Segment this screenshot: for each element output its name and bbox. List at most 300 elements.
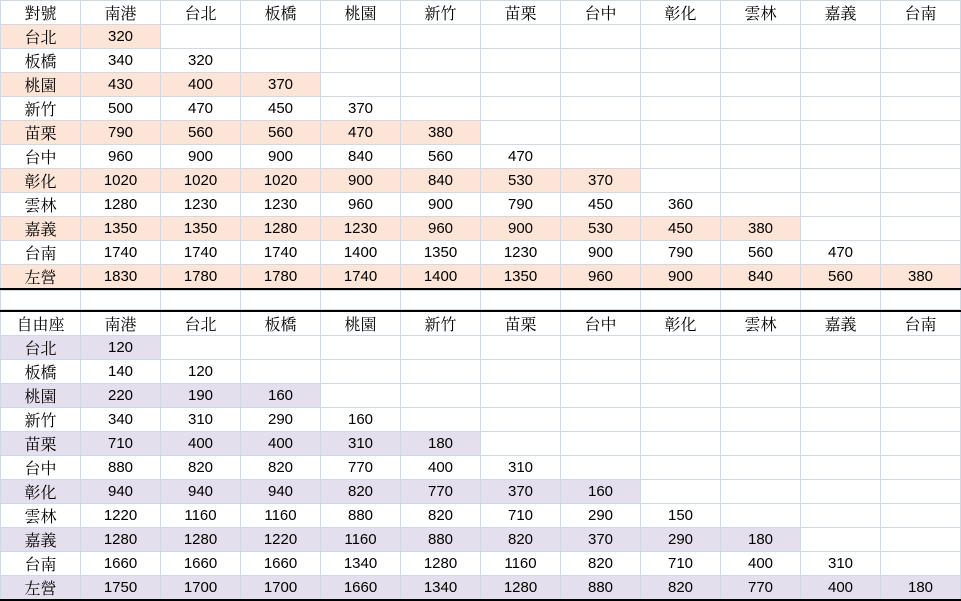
row-header: 新竹: [1, 408, 81, 432]
column-header: 新竹: [401, 1, 481, 25]
empty-cell: [721, 49, 801, 73]
empty-cell: [801, 504, 881, 528]
fare-row: [1, 265, 961, 290]
fare-cell: 1280: [81, 193, 161, 217]
fare-cell: 960: [561, 265, 641, 290]
fare-cell: 190: [161, 384, 241, 408]
fare-cell: 880: [561, 576, 641, 601]
header-row: [1, 311, 961, 336]
fare-row: [1, 169, 961, 193]
empty-cell: [721, 25, 801, 49]
fare-row: [1, 528, 961, 552]
empty-cell: [881, 432, 961, 456]
fare-cell: 400: [161, 432, 241, 456]
fare-cell: 180: [721, 528, 801, 552]
fare-cell: 770: [401, 480, 481, 504]
empty-cell: [481, 360, 561, 384]
empty-cell: [881, 97, 961, 121]
row-header: 嘉義: [1, 217, 81, 241]
fare-cell: 1340: [401, 576, 481, 601]
empty-cell: [801, 336, 881, 360]
empty-cell: [161, 291, 241, 310]
empty-cell: [561, 145, 641, 169]
fare-cell: 840: [401, 169, 481, 193]
fare-cell: 1350: [161, 217, 241, 241]
fare-cell: 1280: [481, 576, 561, 601]
fare-cell: 560: [241, 121, 321, 145]
row-header: 桃園: [1, 384, 81, 408]
column-header: 雲林: [721, 311, 801, 336]
fare-cell: 1020: [161, 169, 241, 193]
empty-cell: [881, 145, 961, 169]
empty-cell: [881, 193, 961, 217]
empty-cell: [161, 336, 241, 360]
fare-cell: 120: [81, 336, 161, 360]
empty-cell: [641, 408, 721, 432]
fare-cell: 1160: [161, 504, 241, 528]
fare-cell: 290: [641, 528, 721, 552]
column-header: 桃園: [321, 311, 401, 336]
empty-cell: [721, 193, 801, 217]
empty-cell: [881, 384, 961, 408]
empty-cell: [801, 145, 881, 169]
empty-cell: [561, 25, 641, 49]
fare-cell: 310: [481, 456, 561, 480]
empty-cell: [721, 408, 801, 432]
fare-cell: 940: [81, 480, 161, 504]
fare-cell: 1220: [81, 504, 161, 528]
fare-cell: 1350: [481, 265, 561, 290]
empty-cell: [641, 97, 721, 121]
empty-cell: [401, 360, 481, 384]
empty-cell: [801, 73, 881, 97]
fare-cell: 710: [81, 432, 161, 456]
empty-cell: [321, 336, 401, 360]
fare-cell: 940: [241, 480, 321, 504]
fare-cell: 380: [401, 121, 481, 145]
fare-cell: 900: [641, 265, 721, 290]
column-header: 南港: [81, 311, 161, 336]
empty-cell: [801, 360, 881, 384]
empty-cell: [481, 384, 561, 408]
empty-cell: [881, 336, 961, 360]
fare-cell: 900: [241, 145, 321, 169]
row-header: 苗栗: [1, 121, 81, 145]
empty-cell: [161, 25, 241, 49]
empty-cell: [321, 291, 401, 310]
column-header: 台南: [881, 1, 961, 25]
empty-cell: [881, 504, 961, 528]
empty-cell: [881, 241, 961, 265]
header-row: [1, 1, 961, 25]
empty-cell: [241, 25, 321, 49]
empty-cell: [481, 25, 561, 49]
column-header: 嘉義: [801, 1, 881, 25]
fare-cell: 1660: [81, 552, 161, 576]
corner-label-cell: 自由座: [1, 311, 81, 336]
empty-cell: [561, 73, 641, 97]
empty-cell: [561, 97, 641, 121]
reserved-fare-table: [0, 0, 961, 290]
empty-cell: [721, 336, 801, 360]
empty-cell: [721, 384, 801, 408]
column-header: 台中: [561, 1, 641, 25]
fare-cell: 1280: [241, 217, 321, 241]
empty-cell: [641, 480, 721, 504]
fare-cell: 820: [641, 576, 721, 601]
free-seat-fare-table: [0, 310, 961, 601]
fare-row: [1, 552, 961, 576]
empty-cell: [641, 25, 721, 49]
empty-cell: [801, 217, 881, 241]
fare-cell: 1230: [161, 193, 241, 217]
empty-cell: [481, 432, 561, 456]
empty-cell: [481, 336, 561, 360]
empty-cell: [721, 432, 801, 456]
fare-cell: 820: [161, 456, 241, 480]
row-header: 台南: [1, 241, 81, 265]
empty-cell: [721, 291, 801, 310]
empty-cell: [481, 97, 561, 121]
empty-cell: [801, 97, 881, 121]
fare-cell: 1020: [241, 169, 321, 193]
fare-cell: 1160: [481, 552, 561, 576]
fare-cell: 1830: [81, 265, 161, 290]
fare-cell: 820: [401, 504, 481, 528]
fare-cell: 900: [481, 217, 561, 241]
fare-cell: 400: [801, 576, 881, 601]
empty-cell: [881, 408, 961, 432]
fare-row: [1, 121, 961, 145]
empty-cell: [641, 169, 721, 193]
empty-cell: [721, 169, 801, 193]
fare-cell: 1160: [241, 504, 321, 528]
empty-cell: [881, 73, 961, 97]
empty-cell: [641, 384, 721, 408]
row-header: 台中: [1, 456, 81, 480]
spacer-row-cells: [1, 291, 961, 310]
empty-cell: [481, 291, 561, 310]
row-header: 嘉義: [1, 528, 81, 552]
fare-cell: 1700: [161, 576, 241, 601]
empty-cell: [721, 360, 801, 384]
fare-cell: 370: [321, 97, 401, 121]
fare-cell: 340: [81, 49, 161, 73]
fare-cell: 960: [401, 217, 481, 241]
fare-cell: 900: [561, 241, 641, 265]
fare-cell: 370: [241, 73, 321, 97]
fare-cell: 470: [321, 121, 401, 145]
spacer-row: [0, 290, 961, 310]
fare-cell: 290: [561, 504, 641, 528]
fare-row: [1, 480, 961, 504]
empty-cell: [641, 145, 721, 169]
fare-row: [1, 193, 961, 217]
fare-cell: 530: [481, 169, 561, 193]
fare-cell: 840: [321, 145, 401, 169]
column-header: 板橋: [241, 311, 321, 336]
fare-cell: 1020: [81, 169, 161, 193]
empty-cell: [721, 121, 801, 145]
empty-cell: [561, 121, 641, 145]
empty-cell: [801, 193, 881, 217]
fare-cell: 150: [641, 504, 721, 528]
row-header: 雲林: [1, 504, 81, 528]
fare-cell: 1740: [81, 241, 161, 265]
fare-cell: 450: [641, 217, 721, 241]
empty-cell: [641, 432, 721, 456]
fare-cell: 840: [721, 265, 801, 290]
empty-cell: [561, 408, 641, 432]
fare-cell: 1660: [241, 552, 321, 576]
empty-cell: [801, 169, 881, 193]
column-header: 雲林: [721, 1, 801, 25]
fare-cell: 560: [161, 121, 241, 145]
empty-cell: [401, 25, 481, 49]
empty-cell: [321, 49, 401, 73]
row-header: 左營: [1, 265, 81, 290]
column-header: 台南: [881, 311, 961, 336]
fare-cell: 940: [161, 480, 241, 504]
empty-cell: [801, 528, 881, 552]
fare-cell: 790: [81, 121, 161, 145]
empty-cell: [561, 336, 641, 360]
fare-cell: 900: [401, 193, 481, 217]
row-header: 台中: [1, 145, 81, 169]
fare-cell: 1750: [81, 576, 161, 601]
row-header: 彰化: [1, 169, 81, 193]
empty-cell: [481, 408, 561, 432]
empty-cell: [401, 408, 481, 432]
fare-cell: 1230: [481, 241, 561, 265]
fare-cell: 1780: [161, 265, 241, 290]
fare-row: [1, 97, 961, 121]
empty-cell: [321, 360, 401, 384]
fare-cell: 1660: [321, 576, 401, 601]
row-header: 桃園: [1, 73, 81, 97]
empty-cell: [321, 384, 401, 408]
fare-cell: 820: [481, 528, 561, 552]
fare-cell: 1280: [81, 528, 161, 552]
fare-cell: 380: [721, 217, 801, 241]
corner-label-cell: 對號: [1, 1, 81, 25]
fare-cell: 770: [321, 456, 401, 480]
column-header: 台中: [561, 311, 641, 336]
fare-cell: 320: [161, 49, 241, 73]
fare-cell: 160: [561, 480, 641, 504]
fare-cell: 1740: [241, 241, 321, 265]
empty-cell: [801, 432, 881, 456]
row-header: 板橋: [1, 49, 81, 73]
fare-row: [1, 241, 961, 265]
fare-row: [1, 336, 961, 360]
empty-cell: [641, 456, 721, 480]
row-header: 雲林: [1, 193, 81, 217]
fare-row: [1, 49, 961, 73]
empty-cell: [321, 25, 401, 49]
empty-cell: [721, 456, 801, 480]
fare-row: [1, 145, 961, 169]
row-header: 台南: [1, 552, 81, 576]
empty-cell: [801, 456, 881, 480]
empty-cell: [401, 97, 481, 121]
row-header: 板橋: [1, 360, 81, 384]
fare-cell: 160: [241, 384, 321, 408]
empty-cell: [561, 456, 641, 480]
row-header: 台北: [1, 25, 81, 49]
fare-cell: 530: [561, 217, 641, 241]
empty-cell: [561, 432, 641, 456]
column-header: 彰化: [641, 311, 721, 336]
empty-cell: [641, 336, 721, 360]
fare-cell: 880: [321, 504, 401, 528]
row-header: 左營: [1, 576, 81, 601]
empty-cell: [881, 49, 961, 73]
column-header: 板橋: [241, 1, 321, 25]
empty-cell: [241, 291, 321, 310]
empty-cell: [401, 336, 481, 360]
fare-row: [1, 384, 961, 408]
empty-cell: [641, 73, 721, 97]
empty-cell: [641, 49, 721, 73]
fare-row: [1, 408, 961, 432]
fare-cell: 1660: [161, 552, 241, 576]
fare-row: [1, 456, 961, 480]
empty-cell: [241, 360, 321, 384]
fare-cell: 1280: [401, 552, 481, 576]
empty-cell: [881, 169, 961, 193]
fare-cell: 960: [81, 145, 161, 169]
fare-cell: 880: [81, 456, 161, 480]
fare-cell: 900: [321, 169, 401, 193]
fare-cell: 820: [241, 456, 321, 480]
column-header: 南港: [81, 1, 161, 25]
empty-cell: [641, 360, 721, 384]
empty-cell: [881, 528, 961, 552]
empty-cell: [401, 73, 481, 97]
fare-cell: 1740: [321, 265, 401, 290]
fare-cell: 1230: [241, 193, 321, 217]
fare-cell: 370: [481, 480, 561, 504]
empty-cell: [721, 73, 801, 97]
fare-cell: 1400: [321, 241, 401, 265]
fare-cell: 370: [561, 169, 641, 193]
fare-cell: 1230: [321, 217, 401, 241]
fare-cell: 790: [481, 193, 561, 217]
fare-row: [1, 25, 961, 49]
row-header: 新竹: [1, 97, 81, 121]
fare-cell: 400: [721, 552, 801, 576]
column-header: 苗栗: [481, 1, 561, 25]
fare-cell: 360: [641, 193, 721, 217]
fare-cell: 290: [241, 408, 321, 432]
empty-cell: [321, 73, 401, 97]
fare-cell: 400: [241, 432, 321, 456]
fare-row: [1, 217, 961, 241]
fare-cell: 380: [881, 265, 961, 290]
fare-cell: 1700: [241, 576, 321, 601]
fare-cell: 880: [401, 528, 481, 552]
fare-cell: 820: [561, 552, 641, 576]
fare-cell: 1350: [401, 241, 481, 265]
fare-cell: 320: [81, 25, 161, 49]
empty-cell: [801, 291, 881, 310]
empty-cell: [721, 97, 801, 121]
empty-cell: [881, 121, 961, 145]
fare-row: [1, 432, 961, 456]
empty-cell: [801, 480, 881, 504]
fare-row: [1, 576, 961, 601]
fare-cell: 220: [81, 384, 161, 408]
empty-cell: [881, 480, 961, 504]
fare-cell: 120: [161, 360, 241, 384]
fare-cell: 430: [81, 73, 161, 97]
fare-cell: 560: [401, 145, 481, 169]
fare-cell: 370: [561, 528, 641, 552]
empty-cell: [881, 552, 961, 576]
fare-cell: 1740: [161, 241, 241, 265]
empty-cell: [401, 384, 481, 408]
fare-cell: 470: [801, 241, 881, 265]
row-header: 台北: [1, 336, 81, 360]
empty-cell: [801, 408, 881, 432]
column-header: 台北: [161, 311, 241, 336]
fare-cell: 1780: [241, 265, 321, 290]
column-header: 台北: [161, 1, 241, 25]
fare-cell: 400: [161, 73, 241, 97]
empty-cell: [801, 25, 881, 49]
empty-cell: [561, 360, 641, 384]
fare-cell: 470: [481, 145, 561, 169]
fare-cell: 140: [81, 360, 161, 384]
fare-cell: 180: [881, 576, 961, 601]
fare-cell: 310: [161, 408, 241, 432]
column-header: 苗栗: [481, 311, 561, 336]
empty-cell: [801, 384, 881, 408]
fare-row: [1, 504, 961, 528]
empty-cell: [881, 25, 961, 49]
fare-cell: 310: [801, 552, 881, 576]
fare-cell: 450: [561, 193, 641, 217]
fare-cell: 310: [321, 432, 401, 456]
column-header: 嘉義: [801, 311, 881, 336]
fare-cell: 180: [401, 432, 481, 456]
fare-row: [1, 360, 961, 384]
fare-cell: 340: [81, 408, 161, 432]
fare-cell: 1280: [161, 528, 241, 552]
empty-cell: [241, 49, 321, 73]
empty-cell: [721, 504, 801, 528]
empty-cell: [721, 480, 801, 504]
fare-row: [1, 73, 961, 97]
empty-cell: [1, 291, 81, 310]
empty-cell: [401, 49, 481, 73]
empty-cell: [881, 360, 961, 384]
fare-cell: 1340: [321, 552, 401, 576]
column-header: 新竹: [401, 311, 481, 336]
empty-cell: [801, 49, 881, 73]
fare-cell: 900: [161, 145, 241, 169]
empty-cell: [881, 456, 961, 480]
fare-cell: 400: [401, 456, 481, 480]
empty-cell: [481, 49, 561, 73]
fare-cell: 560: [721, 241, 801, 265]
fare-cell: 1160: [321, 528, 401, 552]
empty-cell: [81, 291, 161, 310]
column-header: 彰化: [641, 1, 721, 25]
empty-cell: [401, 291, 481, 310]
empty-cell: [481, 73, 561, 97]
